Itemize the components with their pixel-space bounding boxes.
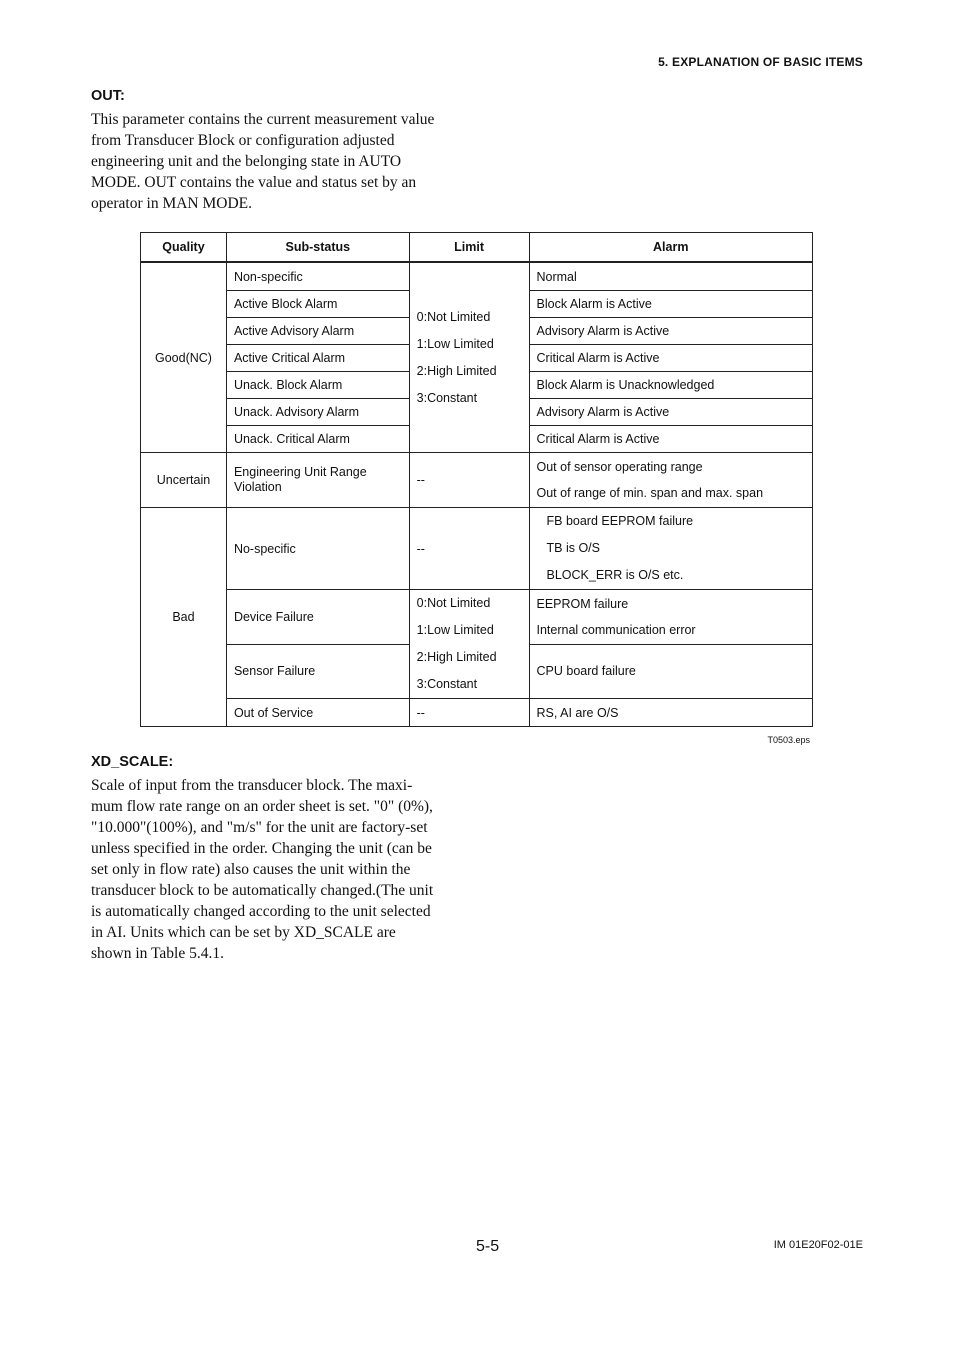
table-header-row [141, 233, 813, 263]
substatus-cell: Unack. Critical Alarm [226, 426, 409, 453]
alarm-cell: Advisory Alarm is Active [529, 399, 813, 426]
alarm-line: Internal communication error [536, 622, 696, 637]
substatus-cell: Unack. Advisory Alarm [226, 399, 409, 426]
paragraph-line: unless specified in the order. Changing the unit (can be [91, 840, 432, 857]
limit-cell: -- [409, 508, 529, 590]
alarm-line: Out of range of min. span and max. span [536, 486, 764, 500]
substatus-cell: Active Block Alarm [226, 291, 409, 318]
alarm-line: FB board EEPROM failure [546, 514, 694, 528]
paragraph-line: mum flow rate range on an order sheet is set. "0" (0%), [91, 798, 433, 815]
table-row [141, 453, 813, 508]
alarm-cell [529, 508, 813, 590]
limit-cell: -- [409, 453, 529, 508]
alarm-cell: Critical Alarm is Active [529, 345, 813, 372]
paragraph-line: engineering unit and the belonging state in AUTO [91, 153, 402, 170]
paragraph-line: is automatically changed according to the unit selected [91, 903, 431, 920]
substatus-cell: Unack. Block Alarm [226, 372, 409, 399]
limit-value: 3:Constant [416, 677, 478, 691]
alarm-line: TB is O/S [546, 541, 600, 555]
limit-cell-good [409, 262, 529, 453]
page-number: 5-5 [476, 1238, 500, 1255]
table-row [141, 508, 813, 590]
alarm-line: EEPROM failure [536, 596, 629, 611]
limit-value: 0:Not Limited [416, 309, 491, 324]
limit-value: 2:High Limited [416, 650, 497, 664]
substatus-cell: Active Advisory Alarm [226, 318, 409, 345]
running-header: 5. EXPLANATION OF BASIC ITEMS [658, 55, 863, 69]
paragraph-line: set only in flow rate) also causes the unit within the [91, 861, 411, 878]
limit-value: 1:Low Limited [416, 336, 494, 351]
substatus-cell: Out of Service [226, 699, 409, 727]
limit-value: 2:High Limited [416, 363, 497, 378]
alarm-cell [529, 590, 813, 645]
paragraph-line: MODE. OUT contains the value and status set by an [91, 174, 417, 191]
table-row [141, 262, 813, 291]
paragraph-line: "10.000"(100%), and "m/s" for the unit are factory-set [91, 819, 428, 836]
substatus-cell: Non-specific [226, 262, 409, 291]
limit-value: 0:Not Limited [416, 596, 491, 610]
alarm-line: BLOCK_ERR is O/S etc. [546, 568, 684, 582]
column-header-limit: Limit [409, 233, 529, 263]
out-paragraph [91, 109, 461, 214]
alarm-cell: Block Alarm is Unacknowledged [529, 372, 813, 399]
alarm-cell: CPU board failure [529, 644, 813, 699]
xd-scale-heading: XD_SCALE: [91, 754, 174, 770]
paragraph-line: transducer block to be automatically changed.(The unit [91, 882, 434, 899]
paragraph-line: operator in MAN MODE. [91, 195, 253, 212]
alarm-cell: Critical Alarm is Active [529, 426, 813, 453]
status-table [140, 232, 813, 727]
substatus-line: Engineering Unit Range [233, 465, 367, 479]
xd-scale-paragraph [91, 775, 461, 964]
alarm-cell: Advisory Alarm is Active [529, 318, 813, 345]
paragraph-line: shown in Table 5.4.1. [91, 945, 224, 962]
paragraph-line: from Transducer Block or configuration adjusted [91, 132, 395, 149]
table-row [141, 699, 813, 727]
alarm-cell: Block Alarm is Active [529, 291, 813, 318]
limit-value: 3:Constant [416, 390, 478, 405]
alarm-cell: RS, AI are O/S [529, 699, 813, 727]
substatus-cell: Active Critical Alarm [226, 345, 409, 372]
limit-value: 1:Low Limited [416, 623, 494, 637]
quality-bad: Bad [141, 508, 227, 727]
column-header-substatus: Sub-status [226, 233, 409, 263]
quality-good: Good(NC) [141, 262, 227, 453]
limit-cell: -- [409, 699, 529, 727]
substatus-cell: Sensor Failure [226, 644, 409, 699]
substatus-cell [226, 453, 409, 508]
paragraph-line: in AI. Units which can be set by XD_SCALE are [91, 924, 396, 941]
paragraph-line: This parameter contains the current measurement value [91, 111, 435, 128]
quality-uncertain: Uncertain [141, 453, 227, 508]
table-row [141, 590, 813, 645]
substatus-line: Violation [233, 480, 282, 494]
substatus-cell: Device Failure [226, 590, 409, 645]
column-header-alarm: Alarm [529, 233, 813, 263]
document-id: IM 01E20F02-01E [773, 1239, 863, 1251]
paragraph-line: Scale of input from the transducer block. The maxi- [91, 777, 413, 794]
column-header-quality: Quality [141, 233, 227, 263]
substatus-cell: No-specific [226, 508, 409, 590]
limit-cell-bad [409, 590, 529, 699]
out-heading: OUT: [91, 88, 125, 104]
table-file-label: T0503.eps [767, 735, 810, 745]
alarm-line: Out of sensor operating range [536, 460, 703, 474]
alarm-cell: Normal [529, 262, 813, 291]
alarm-cell [529, 453, 813, 508]
